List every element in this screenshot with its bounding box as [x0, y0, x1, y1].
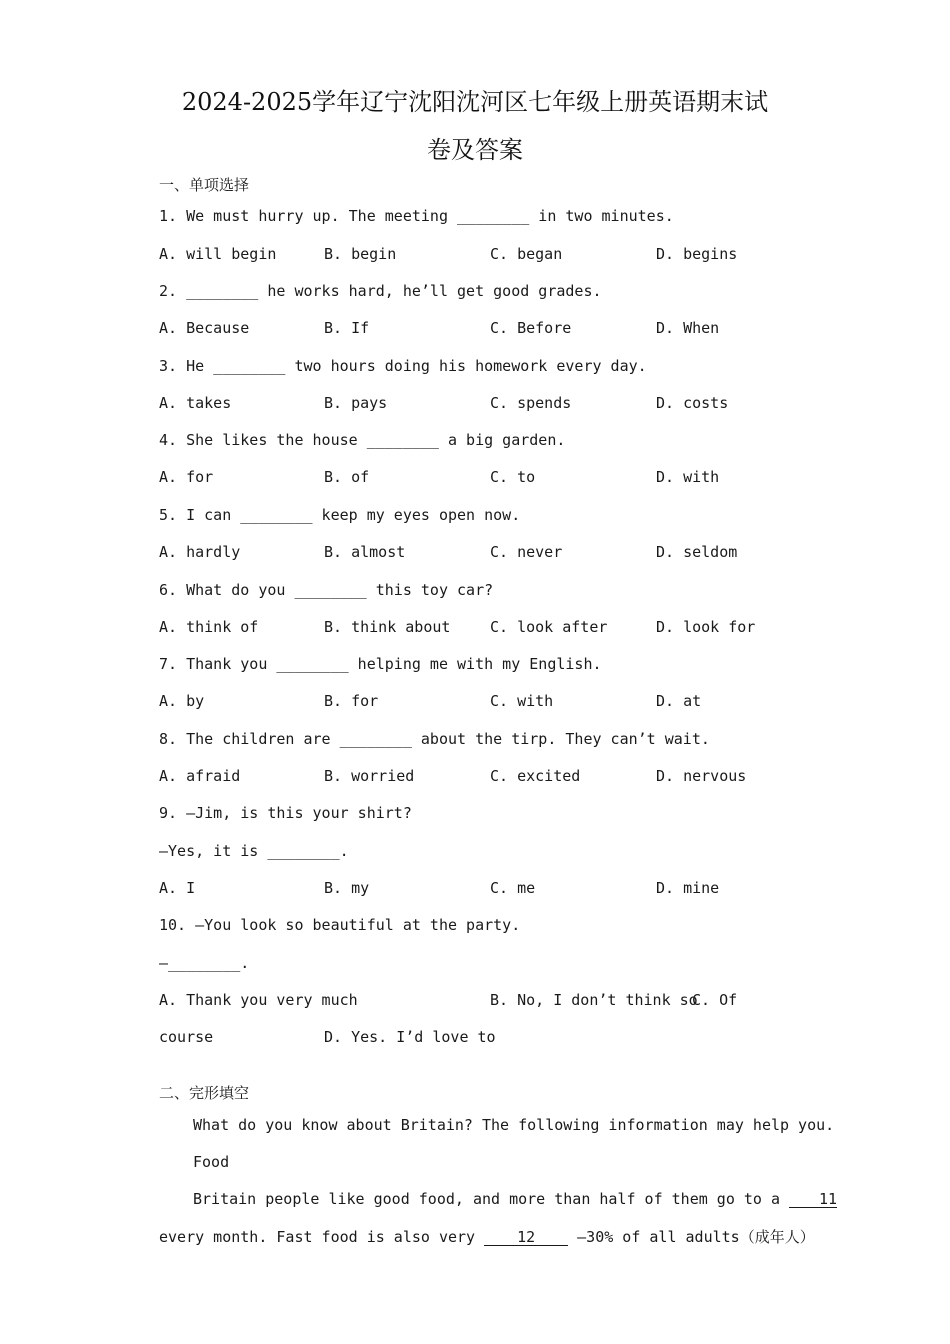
- question-10-stem: 10. —You look so beautiful at the party.: [159, 916, 521, 934]
- cloze-paragraph-line1: [193, 1189, 837, 1209]
- cloze-blank-12: 12: [484, 1227, 568, 1246]
- cloze-paragraph-text-3: —30% of all adults（成年人）: [568, 1228, 815, 1246]
- question-2-option-d: D. When: [656, 319, 720, 337]
- question-9-stem-reply: —Yes, it is ________.: [159, 842, 349, 860]
- question-10-option-d: D. Yes. I’d love to: [324, 1028, 496, 1046]
- question-1-stem: 1. We must hurry up. The meeting ________ in two minutes.: [159, 207, 674, 225]
- question-7-option-d: D. at: [656, 692, 702, 710]
- question-8-option-a: A. afraid: [159, 767, 241, 785]
- question-3-stem: 3. He ________ two hours doing his homework every day.: [159, 357, 647, 375]
- question-1-option-c: C. began: [490, 245, 563, 263]
- question-2-option-b: B. If: [324, 319, 370, 337]
- question-4-option-c: C. to: [490, 468, 536, 486]
- question-7-stem: 7. Thank you ________ helping me with my English.: [159, 655, 602, 673]
- question-3-option-b: B. pays: [324, 394, 388, 412]
- document-title-line1: 2024-2025学年辽宁沈阳沈河区七年级上册英语期末试: [181, 88, 769, 116]
- question-10-option-a: A. Thank you very much: [159, 991, 358, 1009]
- question-7-option-b: B. for: [324, 692, 379, 710]
- question-4-option-b: B. of: [324, 468, 370, 486]
- question-3-option-c: C. spends: [490, 394, 572, 412]
- question-10-option-c-continued: course: [159, 1028, 214, 1046]
- question-7-option-c: C. with: [490, 692, 554, 710]
- question-5-option-b: B. almost: [324, 543, 406, 561]
- question-3-option-d: D. costs: [656, 394, 729, 412]
- question-5-option-d: D. seldom: [656, 543, 738, 561]
- question-4-stem: 4. She likes the house ________ a big garden.: [159, 431, 566, 449]
- question-10-option-c: C. Of: [692, 991, 738, 1009]
- question-1-option-a: A. will begin: [159, 245, 277, 263]
- question-2-option-c: C. Before: [490, 319, 572, 337]
- cloze-paragraph-text-2: every month. Fast food is also very: [159, 1228, 485, 1246]
- section2-heading: 二、完形填空: [159, 1084, 250, 1102]
- cloze-subheading-food: Food: [193, 1153, 230, 1171]
- question-7-option-a: A. by: [159, 692, 205, 710]
- cloze-paragraph-line2: [159, 1227, 815, 1247]
- question-9-stem: 9. —Jim, is this your shirt?: [159, 804, 412, 822]
- question-9-option-c: C. me: [490, 879, 536, 897]
- cloze-paragraph-text: Britain people like good food, and more than half of them go to a: [193, 1190, 790, 1208]
- question-6-option-c: C. look after: [490, 618, 608, 636]
- question-8-stem: 8. The children are ________ about the tirp. They can’t wait.: [159, 730, 710, 748]
- question-4-option-d: D. with: [656, 468, 720, 486]
- document-title-line2: 卷及答案: [427, 136, 523, 164]
- question-5-stem: 5. I can ________ keep my eyes open now.: [159, 506, 521, 524]
- question-9-option-b: B. my: [324, 879, 370, 897]
- question-2-option-a: A. Because: [159, 319, 250, 337]
- question-6-option-d: D. look for: [656, 618, 756, 636]
- question-5-option-c: C. never: [490, 543, 563, 561]
- question-1-option-b: B. begin: [324, 245, 397, 263]
- question-8-option-b: B. worried: [324, 767, 415, 785]
- section1-heading: 一、单项选择: [159, 176, 250, 194]
- question-6-stem: 6. What do you ________ this toy car?: [159, 581, 494, 599]
- question-9-option-a: A. I: [159, 879, 196, 897]
- question-4-option-a: A. for: [159, 468, 214, 486]
- question-10-option-b: B. No, I don’t think so: [490, 991, 698, 1009]
- cloze-blank-11: 11: [789, 1189, 837, 1208]
- question-9-option-d: D. mine: [656, 879, 720, 897]
- question-10-stem-reply: —________.: [159, 954, 250, 972]
- question-8-option-c: C. excited: [490, 767, 581, 785]
- question-8-option-d: D. nervous: [656, 767, 747, 785]
- question-3-option-a: A. takes: [159, 394, 232, 412]
- question-5-option-a: A. hardly: [159, 543, 241, 561]
- question-2-stem: 2. ________ he works hard, he’ll get good grades.: [159, 282, 602, 300]
- question-6-option-b: B. think about: [324, 618, 451, 636]
- cloze-intro: What do you know about Britain? The following information may help you.: [193, 1116, 835, 1134]
- question-6-option-a: A. think of: [159, 618, 259, 636]
- question-1-option-d: D. begins: [656, 245, 738, 263]
